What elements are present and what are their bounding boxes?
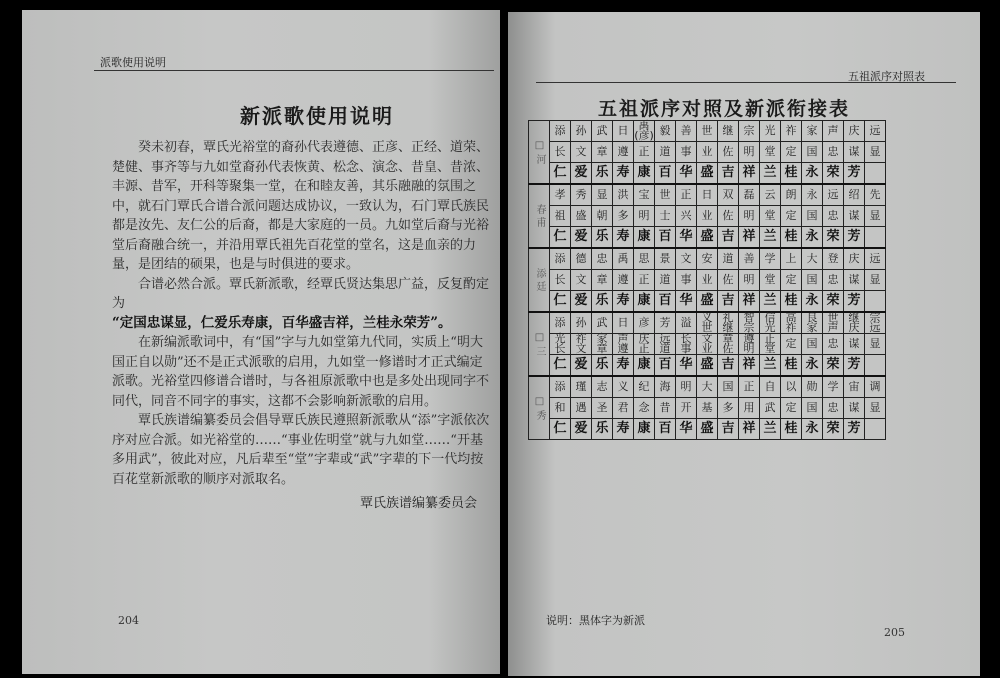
table-cell — [865, 355, 886, 377]
table-cell: 华 — [676, 291, 697, 313]
table-cell: 佐 — [718, 270, 739, 291]
table-cell: 兴 — [676, 206, 697, 227]
table-cell: 桂 — [781, 355, 802, 377]
table-cell: 宝 — [634, 184, 655, 206]
table-row — [529, 312, 886, 334]
table-cell: 远 — [823, 184, 844, 206]
table-cell: 章 — [592, 142, 613, 163]
table-cell: 长 — [550, 142, 571, 163]
table-cell: 礼继 — [718, 312, 739, 334]
table-cell: 正 — [739, 376, 760, 398]
table-cell: 爱 — [571, 163, 592, 185]
table-cell — [865, 419, 886, 440]
table-cell: 兰 — [760, 291, 781, 313]
ancestor-label: 添 廷 — [529, 248, 550, 312]
table-cell: 世 — [655, 184, 676, 206]
table-cell: 寿 — [613, 163, 634, 185]
table-cell: 思 — [634, 248, 655, 270]
table-cell: 显 — [865, 142, 886, 163]
table-cell: 寿 — [613, 419, 634, 440]
table-cell: 寿 — [613, 227, 634, 249]
table-cell: 显 — [865, 270, 886, 291]
table-cell: 智宗 — [739, 312, 760, 334]
table-cell: 康 — [634, 291, 655, 313]
table-cell: 开 — [676, 398, 697, 419]
table-cell: 业 — [697, 206, 718, 227]
table-cell: 仁 — [550, 355, 571, 377]
table-cell: 永 — [802, 291, 823, 313]
table-cell: 继庆 — [844, 312, 865, 334]
table-cell: 遵 — [613, 142, 634, 163]
table-row — [529, 270, 886, 291]
table-cell: 事 — [676, 270, 697, 291]
table-cell: 吉 — [718, 419, 739, 440]
left-page — [22, 10, 500, 674]
table-cell: 芳 — [844, 227, 865, 249]
table-cell: 吉 — [718, 291, 739, 313]
table-cell: 祥 — [739, 419, 760, 440]
table-cell: 显 — [865, 398, 886, 419]
table-cell: 盛 — [697, 227, 718, 249]
ancestor-label: □ 秀 — [529, 376, 550, 440]
page-number: 205 — [884, 626, 905, 639]
table-cell: 桂 — [781, 419, 802, 440]
table-cell: 谋 — [844, 398, 865, 419]
table-cell: 显 — [865, 206, 886, 227]
table-cell: 善 — [739, 248, 760, 270]
table-cell: 庆 — [844, 121, 865, 142]
table-cell: 章 — [592, 270, 613, 291]
table-cell: 安 — [697, 248, 718, 270]
table-cell: 朗 — [781, 184, 802, 206]
table-cell: 朝 — [592, 206, 613, 227]
table-row — [529, 291, 886, 313]
table-cell: 盛 — [697, 163, 718, 185]
table-cell: 荣 — [823, 419, 844, 440]
ancestor-label: 春 甫 — [529, 184, 550, 248]
table-cell: 海 — [655, 376, 676, 398]
table-cell: 定 — [781, 334, 802, 355]
table-cell: 正堂 — [760, 334, 781, 355]
table-cell: 圣 — [592, 398, 613, 419]
table-cell — [865, 227, 886, 249]
paragraph: 癸未初春，覃氏光裕堂的裔孙代表遵德、正彦、正经、道荣、楚健、事齐等与九如堂裔孙代表恢黄、松念、演念、昔皇、昔浓、丰源、昔军，开科等聚集一堂，在和睦友善，其乐融融的氛围之中，就石门覃氏合谱合派问题达成协议，一致认为，石门覃氏族民都是汝先、友仁公的后裔，都是大家庭的一员。九如堂后裔与光裕堂后裔融合统一，并沿用覃氏祖先百花堂的堂名，这是血亲的力量，是团结的硕果，也是与时俱进的要求。 — [112, 140, 490, 272]
table-cell: 溢 — [676, 312, 697, 334]
table-cell: 添 — [550, 121, 571, 142]
table-cell: 多 — [718, 398, 739, 419]
table-cell: 善 — [676, 121, 697, 142]
running-header: 派歌使用说明 — [100, 56, 166, 69]
table-title: 五祖派序对照及新派衔接表 — [598, 98, 851, 120]
table-cell: 华 — [676, 419, 697, 440]
table-cell: 乐 — [592, 419, 613, 440]
table-cell: 永 — [802, 227, 823, 249]
signature: 覃氏族谱编纂委员会 — [360, 496, 478, 511]
table-cell: 堂 — [760, 142, 781, 163]
table-cell: 家章 — [592, 334, 613, 355]
table-cell: 佐 — [718, 142, 739, 163]
table-cell: 日 — [613, 121, 634, 142]
page-number: 204 — [118, 614, 139, 627]
table-cell: 远道 — [655, 334, 676, 355]
paragraph: 覃氏族谱编纂委员会倡导覃氏族民遵照新派歌从“添”字派依次序对应合派。如光裕堂的……“事业佐明堂”就与九如堂……“开基多用武”，彼此对应，凡后辈至“堂”字辈或“武”字辈的下一代均按百花堂新派歌的顺序对派取名。 — [112, 413, 490, 487]
table-cell: 仁 — [550, 291, 571, 313]
table-cell: 寿 — [613, 355, 634, 377]
table-cell: 自 — [760, 376, 781, 398]
table-cell: 长 — [550, 270, 571, 291]
table-cell: 正 — [634, 142, 655, 163]
table-cell: 定 — [781, 398, 802, 419]
table-row — [529, 248, 886, 270]
table-cell: 乐 — [592, 163, 613, 185]
table-cell: 事 — [676, 142, 697, 163]
table-cell: 彦 — [634, 312, 655, 334]
table-cell: 盛 — [571, 206, 592, 227]
table-cell: 勋 — [802, 376, 823, 398]
table-cell: 世 — [697, 121, 718, 142]
table-cell: 明 — [739, 142, 760, 163]
table-cell: 云 — [760, 184, 781, 206]
table-cell: 荣 — [823, 291, 844, 313]
table-cell: 显 — [865, 334, 886, 355]
table-cell: 用 — [739, 398, 760, 419]
table-cell: 遇 — [571, 398, 592, 419]
table-cell: 永 — [802, 355, 823, 377]
table-cell: 百 — [655, 419, 676, 440]
table-cell: 仁 — [550, 227, 571, 249]
table-cell: 士 — [655, 206, 676, 227]
table-cell — [865, 163, 886, 185]
table-cell: 定 — [781, 142, 802, 163]
paragraph: 合谱必然合派。覃氏新派歌，经覃氏贤达集思广益，反复酌定为 — [112, 276, 490, 311]
table-cell: 芳 — [655, 312, 676, 334]
table-cell: 文 — [571, 142, 592, 163]
table-cell: 义世 — [697, 312, 718, 334]
table-cell: 定 — [781, 206, 802, 227]
table-row — [529, 355, 886, 377]
table-cell: 正 — [676, 184, 697, 206]
table-cell: 正 — [634, 270, 655, 291]
ancestor-label: □ 河 — [529, 121, 550, 185]
table-row — [529, 398, 886, 419]
table-cell: 爱 — [571, 227, 592, 249]
table-cell: 忠 — [823, 398, 844, 419]
table-cell: 荣 — [823, 163, 844, 185]
table-cell: 孝 — [550, 184, 571, 206]
table-cell: 家 — [802, 121, 823, 142]
table-row — [529, 121, 886, 142]
ancestor-label: □ 三 — [529, 312, 550, 376]
table-cell: 显 — [592, 184, 613, 206]
table-cell: 百 — [655, 163, 676, 185]
body-text — [22, 138, 500, 489]
table-cell: 道 — [718, 248, 739, 270]
table-cell: 景 — [655, 248, 676, 270]
table-cell: 仁 — [550, 163, 571, 185]
table-cell: 信光 — [760, 312, 781, 334]
table-cell: 道 — [655, 270, 676, 291]
table-cell: 芳 — [844, 419, 865, 440]
table-cell: 华 — [676, 163, 697, 185]
table-cell: 宗远 — [865, 312, 886, 334]
table-note: 说明：黑体字为新派 — [546, 614, 645, 627]
table-cell: 吉 — [718, 163, 739, 185]
table-cell: 兰 — [760, 419, 781, 440]
table-cell: 高祚 — [781, 312, 802, 334]
table-cell: 百 — [655, 291, 676, 313]
table-cell: 禹(彦) — [634, 119, 654, 142]
table-cell: 明 — [634, 206, 655, 227]
table-cell: 荣 — [823, 227, 844, 249]
table-cell: 兰 — [760, 227, 781, 249]
table-cell: 文 — [676, 248, 697, 270]
table-cell: 德 — [571, 248, 592, 270]
table-cell: 毅 — [655, 121, 676, 142]
table-cell: 基 — [697, 398, 718, 419]
table-cell: 寿 — [613, 291, 634, 313]
table-cell: 谋 — [844, 206, 865, 227]
table-cell: 桂 — [781, 291, 802, 313]
table-cell: 声遵 — [613, 334, 634, 355]
table-cell: 学 — [760, 248, 781, 270]
table-cell: 康 — [634, 419, 655, 440]
table-cell: 业 — [697, 142, 718, 163]
table-cell: 祚文 — [571, 334, 592, 355]
table-cell: 声 — [823, 121, 844, 142]
table-cell: 百 — [655, 227, 676, 249]
table-cell: 大 — [802, 248, 823, 270]
table-cell: 登 — [823, 248, 844, 270]
table-cell: 兰 — [760, 355, 781, 377]
table-cell: 日 — [697, 184, 718, 206]
table-cell: 忠 — [592, 248, 613, 270]
table-cell: 康 — [634, 163, 655, 185]
table-cell: 定 — [781, 270, 802, 291]
header-rule — [94, 70, 494, 71]
table-cell: 国 — [802, 206, 823, 227]
table-cell: 吉 — [718, 227, 739, 249]
table-cell: 远 — [865, 121, 886, 142]
table-cell: 绍 — [844, 184, 865, 206]
table-cell: 宗 — [739, 121, 760, 142]
table-cell: 盛 — [697, 355, 718, 377]
table-cell: 国 — [802, 398, 823, 419]
table-cell: 爱 — [571, 355, 592, 377]
table-cell: 道 — [655, 142, 676, 163]
table-cell: 永 — [802, 184, 823, 206]
table-cell: 添 — [550, 376, 571, 398]
table-cell: 荣 — [823, 355, 844, 377]
table-cell: 添 — [550, 248, 571, 270]
table-cell: 芳 — [844, 355, 865, 377]
table-cell: 磊 — [739, 184, 760, 206]
table-cell: 学 — [823, 376, 844, 398]
table-cell: 国 — [802, 334, 823, 355]
table-cell: 谋 — [844, 142, 865, 163]
right-page — [508, 12, 980, 676]
lineage-table — [528, 120, 886, 440]
table-cell: 谋 — [844, 270, 865, 291]
table-cell: 文业 — [697, 334, 718, 355]
table-cell: 继 — [718, 121, 739, 142]
table-cell: 以 — [781, 376, 802, 398]
table-cell: 永 — [802, 163, 823, 185]
table-row — [529, 376, 886, 398]
table-cell: 佐 — [718, 206, 739, 227]
table-cell: 良家 — [802, 312, 823, 334]
table-cell: 武 — [760, 398, 781, 419]
table-cell: 盛 — [697, 419, 718, 440]
table-cell: 业 — [697, 270, 718, 291]
table-row — [529, 334, 886, 355]
table-cell: 世声 — [823, 312, 844, 334]
table-cell: 忠 — [823, 206, 844, 227]
table-cell: 秀 — [571, 184, 592, 206]
table-cell: 永 — [802, 419, 823, 440]
table-cell: 爱 — [571, 419, 592, 440]
table-cell: 章佐 — [718, 334, 739, 355]
table-cell: 明 — [676, 376, 697, 398]
table-cell: 光 — [760, 121, 781, 142]
table-cell: 多 — [613, 206, 634, 227]
table-cell: 添 — [550, 312, 571, 334]
table-cell: 光长 — [550, 334, 571, 355]
table-cell: 芳 — [844, 291, 865, 313]
table-cell: 昔 — [655, 398, 676, 419]
table-cell: 谋 — [844, 334, 865, 355]
table-cell: 明 — [739, 206, 760, 227]
table-cell: 国 — [802, 270, 823, 291]
running-header: 五祖派序对照表 — [848, 70, 925, 83]
table-cell: 双 — [718, 184, 739, 206]
table-cell: 先 — [865, 184, 886, 206]
table-cell: 忠 — [823, 142, 844, 163]
table-row — [529, 227, 886, 249]
table-cell: 文 — [571, 270, 592, 291]
paragraph: 在新编派歌词中，有“国”字与九如堂第九代同，实质上“明大国正自以勋”还不是正式派歌的启用，九如堂一修谱时才正式编定派歌。光裕堂四修谱合谱时，与各祖原派歌中也是多处出现同字不同代，同音不同字的事实，这都不会影响新派歌的启用。 — [112, 335, 490, 409]
table-cell: 遵明 — [739, 334, 760, 355]
table-cell: 志 — [592, 376, 613, 398]
table-cell: 百 — [655, 355, 676, 377]
table-cell: 祥 — [739, 291, 760, 313]
table-cell: 和 — [550, 398, 571, 419]
table-cell: 大 — [697, 376, 718, 398]
table-cell: 长事 — [676, 334, 697, 355]
table-cell: 祥 — [739, 163, 760, 185]
table-cell: 纪 — [634, 376, 655, 398]
table-cell: 康 — [634, 227, 655, 249]
table-cell: 祥 — [739, 227, 760, 249]
table-cell: 爱 — [571, 291, 592, 313]
table-cell: 日 — [613, 312, 634, 334]
table-row — [529, 184, 886, 206]
table-cell: 华 — [676, 355, 697, 377]
table-row — [529, 142, 886, 163]
table-cell — [865, 291, 886, 313]
table-cell: 忠 — [823, 334, 844, 355]
table-cell: 桂 — [781, 227, 802, 249]
table-cell: 乐 — [592, 227, 613, 249]
table-cell: 洪 — [613, 184, 634, 206]
table-cell: 禹 — [613, 248, 634, 270]
table-cell: 调 — [865, 376, 886, 398]
table-cell: 明 — [739, 270, 760, 291]
table-cell: 乐 — [592, 291, 613, 313]
table-cell: 桂 — [781, 163, 802, 185]
table-cell: 遵 — [613, 270, 634, 291]
table-cell: 国 — [718, 376, 739, 398]
table-cell: 康 — [634, 355, 655, 377]
table-cell: 庆 — [844, 248, 865, 270]
page-title: 新派歌使用说明 — [240, 104, 394, 128]
table-cell: 瑾 — [571, 376, 592, 398]
table-row — [529, 206, 886, 227]
table-cell: 孙 — [571, 121, 592, 142]
table-cell: 君 — [613, 398, 634, 419]
table-cell: 国 — [802, 142, 823, 163]
table-cell: 孙 — [571, 312, 592, 334]
table-cell: 祥 — [739, 355, 760, 377]
table-cell: 乐 — [592, 355, 613, 377]
table-cell: 忠 — [823, 270, 844, 291]
table-cell: 祖 — [550, 206, 571, 227]
table-cell: 宙 — [844, 376, 865, 398]
table-cell: 堂 — [760, 206, 781, 227]
table-cell: 盛 — [697, 291, 718, 313]
table-cell: 武 — [592, 312, 613, 334]
table-cell: 吉 — [718, 355, 739, 377]
table-row — [529, 163, 886, 185]
table-cell: 华 — [676, 227, 697, 249]
table-cell: 武 — [592, 121, 613, 142]
table-cell: 庆正 — [634, 334, 655, 355]
table-cell: 上 — [781, 248, 802, 270]
table-cell: 祚 — [781, 121, 802, 142]
table-cell: 义 — [613, 376, 634, 398]
table-cell: 兰 — [760, 163, 781, 185]
table-cell: 仁 — [550, 419, 571, 440]
slogan: “定国忠谋显，仁爱乐寿康，百华盛吉祥，兰桂永荣芳”。 — [112, 314, 452, 331]
table-cell: 远 — [865, 248, 886, 270]
table-cell: 芳 — [844, 163, 865, 185]
table-row — [529, 419, 886, 440]
table-cell: 堂 — [760, 270, 781, 291]
table-cell: 念 — [634, 398, 655, 419]
